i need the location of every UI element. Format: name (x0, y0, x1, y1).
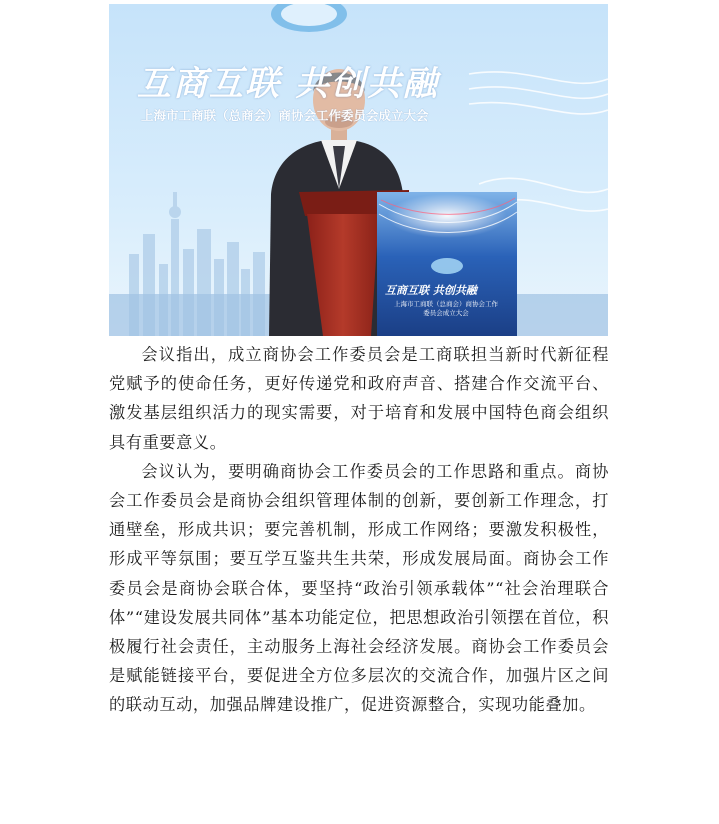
paragraph: 会议指出，成立商协会工作委员会是工商联担当新时代新征程党赋予的使命任务，更好传递党和政府声音、搭建合作交流平台、激发基层组织活力的现实需要，对于培育和发展中国特色商会组织具有重要意义。 (109, 345, 609, 452)
podium-emblem-icon (431, 258, 463, 274)
backdrop-slogan: 互商互联 共创共融 (137, 64, 439, 104)
paragraph: 会议认为，要明确商协会工作委员会的工作思路和重点。商协会工作委员会是商协会组织管理体制的创新，要创新工作理念，打通壁垒，形成共识；要完善机制，形成工作网络；要激发积极性，形成平等氛围；要互学互鉴共生共荣，形成发展局面。商协会工作委员会是商协会联合体，要坚持“政治引领承载体”“社会治理联合体”“建设发展共同体”基本功能定位，把思想政治引领摆在首位，积极履行社会责任，主动服务上海社会经济发展。商协会工作委员会是赋能链接平台，要促进全方位多层次的交流合作，加强片区之间的联动互动，加强品牌建设推广，促进资源整合，实现功能叠加。 (109, 461, 609, 715)
article-body (109, 340, 609, 720)
event-photo (109, 4, 608, 336)
backdrop-subtitle: 上海市工商联（总商会）商协会工作委员会成立大会 (141, 108, 429, 123)
photo-scene (109, 4, 608, 336)
podium-subtitle: 上海市工商联（总商会）商协会工作委员会成立大会 (394, 300, 498, 317)
podium-slogan: 互商互联 共创共融 (385, 284, 477, 297)
